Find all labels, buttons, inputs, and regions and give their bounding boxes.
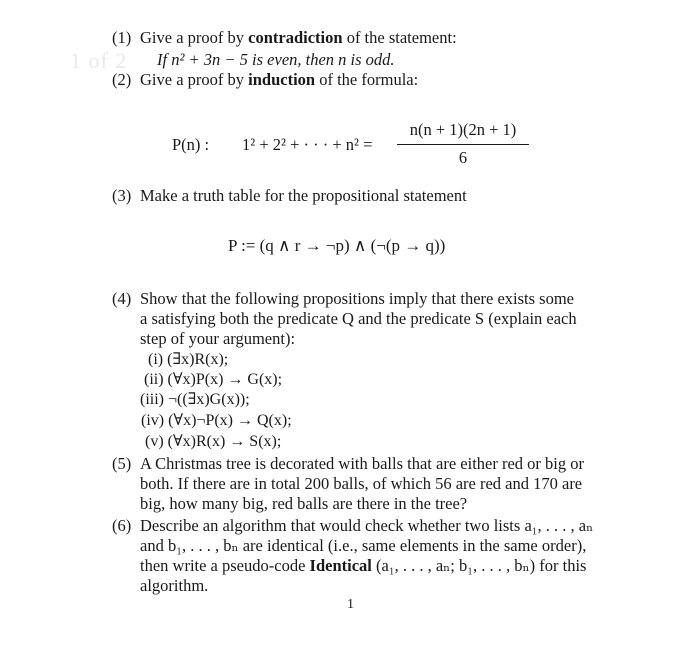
q5-line1: A Christmas tree is decorated with balls that are either red or big or (140, 454, 584, 473)
q5-number: (5) (112, 454, 132, 473)
q6-line4: algorithm. (140, 576, 209, 595)
q6-line2: and b₁, . . . , bₙ are identical (i.e., same elements in the same order), (140, 536, 587, 555)
q1-line1-bold: contradiction (248, 28, 343, 47)
formula-sum: 1² + 2² + · · · + n² = (242, 135, 373, 154)
q1-line1-pre: Give a proof by (140, 28, 249, 47)
q3-formula: P := (q ∧ r → ¬p) ∧ (¬(p → q)) (228, 236, 446, 255)
q5-line3: big, how many big, red balls are there in the tree? (140, 494, 468, 513)
q6-line3-bold: Identical (309, 556, 372, 575)
q6-line3-pre: then write a pseudo-code (140, 556, 310, 575)
q2-bold: induction (248, 70, 316, 89)
q2-pre: Give a proof by (140, 70, 249, 89)
q4-line3: step of your argument): (140, 329, 296, 348)
q4-item-ii: (ii) (∀x)P(x) → G(x); (144, 371, 283, 388)
q4-item-i: (i) (∃x)R(x); (148, 351, 229, 368)
q1-statement: If n² + 3n − 5 is even, then n is odd. (157, 50, 395, 69)
q2-number: (2) (112, 70, 132, 89)
q6-line1: Describe an algorithm that would check whether two lists a₁, . . . , aₙ (140, 516, 594, 535)
fraction-denominator: 6 (458, 148, 468, 167)
q2-post: of the formula: (315, 70, 419, 89)
q5-line2: both. If there are in total 200 balls, of which 56 are red and 170 are (140, 474, 583, 493)
formula-lhs: P(n) : (172, 135, 210, 154)
page-number: 1 (347, 597, 354, 612)
page-watermark: 1 of 2 (70, 48, 128, 73)
q6-line3-post: (a₁, . . . , aₙ; b₁, . . . , bₙ) for this (371, 556, 587, 575)
q2-line (140, 70, 418, 90)
formula-fraction (397, 120, 529, 170)
q3-number: (3) (112, 186, 132, 205)
q4-item-iv: (iv) (∀x)¬P(x) → Q(x); (141, 412, 292, 429)
q6-number: (6) (112, 516, 132, 535)
q4-item-v: (v) (∀x)R(x) → S(x); (145, 433, 282, 450)
q1-line1 (140, 28, 457, 48)
q4-number: (4) (112, 289, 132, 308)
fraction-bar (397, 144, 529, 145)
q4-line2: a satisfying both the predicate Q and the predicate S (explain each (140, 309, 577, 328)
q3-text: Make a truth table for the propositional statement (140, 186, 467, 205)
q4-item-iii: (iii) ¬((∃x)G(x)); (140, 391, 250, 408)
q6-line3 (140, 556, 586, 576)
q1-number: (1) (112, 28, 132, 47)
fraction-numerator: n(n + 1)(2n + 1) (409, 120, 517, 139)
q4-line1: Show that the following propositions imply that there exists some (140, 289, 575, 308)
q1-line1-post: of the statement: (342, 28, 457, 47)
